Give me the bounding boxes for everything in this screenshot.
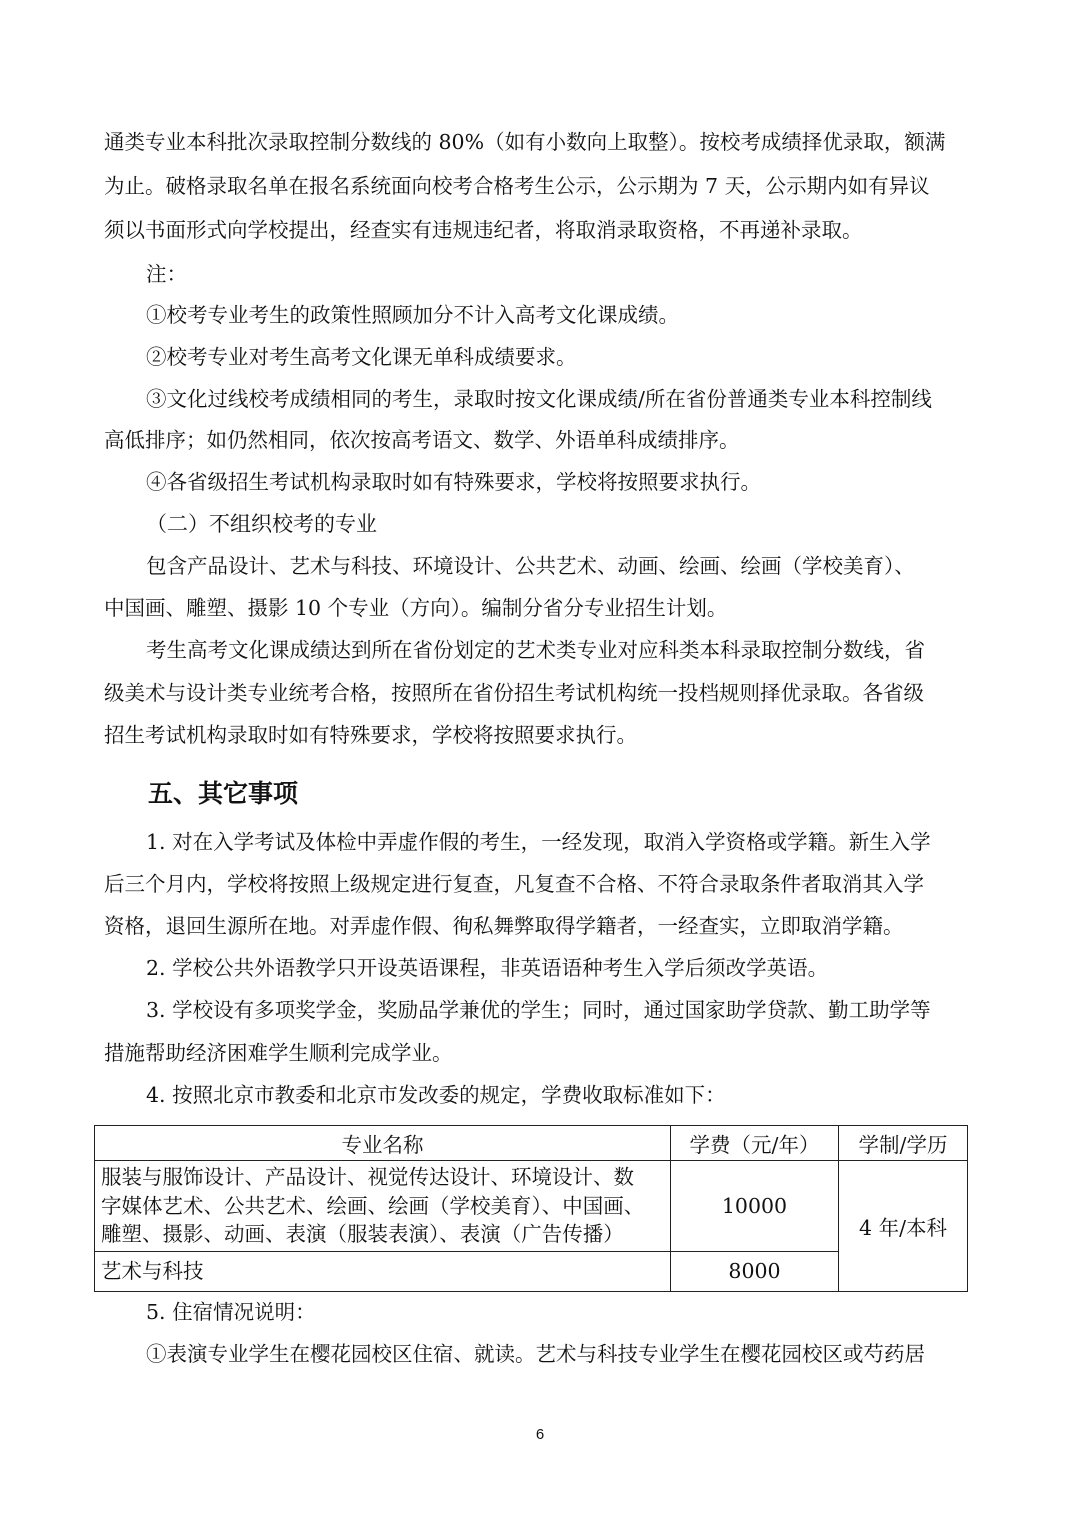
table-row xyxy=(95,1161,968,1252)
table-row xyxy=(95,1251,968,1291)
major-list-cell xyxy=(95,1161,671,1252)
paragraph-line: 为止。破格录取名单在报名系统面向校考合格考生公示，公示期为 7 天，公示期内如有异议 xyxy=(104,174,930,198)
fee-table xyxy=(94,1125,968,1292)
paragraph-line: 级美术与设计类专业统考合格，按照所在省份招生考试机构统一投档规则择优录取。各省级 xyxy=(104,681,924,705)
duration-cell: 4 年/本科 xyxy=(839,1161,968,1292)
paragraph-line: 通类专业本科批次录取控制分数线的 80%（如有小数向上取整）。按校考成绩择优录取，额满 xyxy=(104,130,946,154)
section-item-2: 2. 学校公共外语教学只开设英语课程，非英语语种考生入学后须改学英语。 xyxy=(146,956,829,980)
section-item-3: 3. 学校设有多项奖学金，奖励品学兼优的学生；同时，通过国家助学贷款、勤工助学等 xyxy=(146,998,931,1022)
section-item-5: 5. 住宿情况说明： xyxy=(146,1300,316,1324)
paragraph-line: 包含产品设计、艺术与科技、环境设计、公共艺术、动画、绘画、绘画（学校美育）、 xyxy=(146,554,915,578)
section-heading: 五、其它事项 xyxy=(148,779,299,808)
note-item-2: ②校考专业对考生高考文化课无单科成绩要求。 xyxy=(146,345,577,369)
paragraph-line: 招生考试机构录取时如有特殊要求，学校将按照要求执行。 xyxy=(104,723,637,747)
tuition-cell: 8000 xyxy=(671,1251,839,1291)
major-name-cell: 艺术与科技 xyxy=(95,1251,671,1291)
note-item-3: ③文化过线校考成绩相同的考生，录取时按文化课成绩/所在省份普通类专业本科控制线 xyxy=(146,387,932,411)
note-item-1: ①校考专业考生的政策性照顾加分不计入高考文化课成绩。 xyxy=(146,303,679,327)
fee-table-header-row xyxy=(95,1126,968,1161)
section-item-1-cont: 后三个月内，学校将按照上级规定进行复查，凡复查不合格、不符合录取条件者取消其入学 xyxy=(104,872,924,896)
sub-heading: （二）不组织校考的专业 xyxy=(146,512,377,536)
note-item-3-cont: 高低排序；如仍然相同，依次按高考语文、数学、外语单科成绩排序。 xyxy=(104,428,740,452)
page-number: 6 xyxy=(535,1426,545,1443)
note-label: 注： xyxy=(146,262,187,286)
major-list-line: 雕塑、摄影、动画、表演（服装表演）、表演（广告传播） xyxy=(101,1222,624,1246)
section-item-4: 4. 按照北京市教委和北京市发改委的规定，学费收取标准如下： xyxy=(146,1083,726,1107)
section-item-1-cont: 资格，退回生源所在地。对弄虚作假、徇私舞弊取得学籍者，一经查实，立即取消学籍。 xyxy=(104,914,904,938)
major-list-line: 服装与服饰设计、产品设计、视觉传达设计、环境设计、数 xyxy=(101,1165,634,1189)
header-duration: 学制/学历 xyxy=(839,1126,968,1161)
note-item-4: ④各省级招生考试机构录取时如有特殊要求，学校将按照要求执行。 xyxy=(146,470,761,494)
header-tuition: 学费（元/年） xyxy=(671,1126,839,1161)
tuition-cell: 10000 xyxy=(671,1161,839,1252)
section-item-1: 1. 对在入学考试及体检中弄虚作假的考生，一经发现，取消入学资格或学籍。新生入学 xyxy=(146,830,931,854)
paragraph-line: 考生高考文化课成绩达到所在省份划定的艺术类专业对应科类本科录取控制分数线，省 xyxy=(146,638,925,662)
section-item-3-cont: 措施帮助经济困难学生顺利完成学业。 xyxy=(104,1041,453,1065)
section-item-5-1: ①表演专业学生在樱花园校区住宿、就读。艺术与科技专业学生在樱花园校区或芍药居 xyxy=(146,1342,925,1366)
paragraph-line: 须以书面形式向学校提出，经查实有违规违纪者，将取消录取资格，不再递补录取。 xyxy=(104,218,863,242)
paragraph-line: 中国画、雕塑、摄影 10 个专业（方向）。编制分省分专业招生计划。 xyxy=(104,596,728,620)
header-major-name: 专业名称 xyxy=(95,1126,671,1161)
major-list-line: 字媒体艺术、公共艺术、绘画、绘画（学校美育）、中国画、 xyxy=(101,1193,645,1218)
